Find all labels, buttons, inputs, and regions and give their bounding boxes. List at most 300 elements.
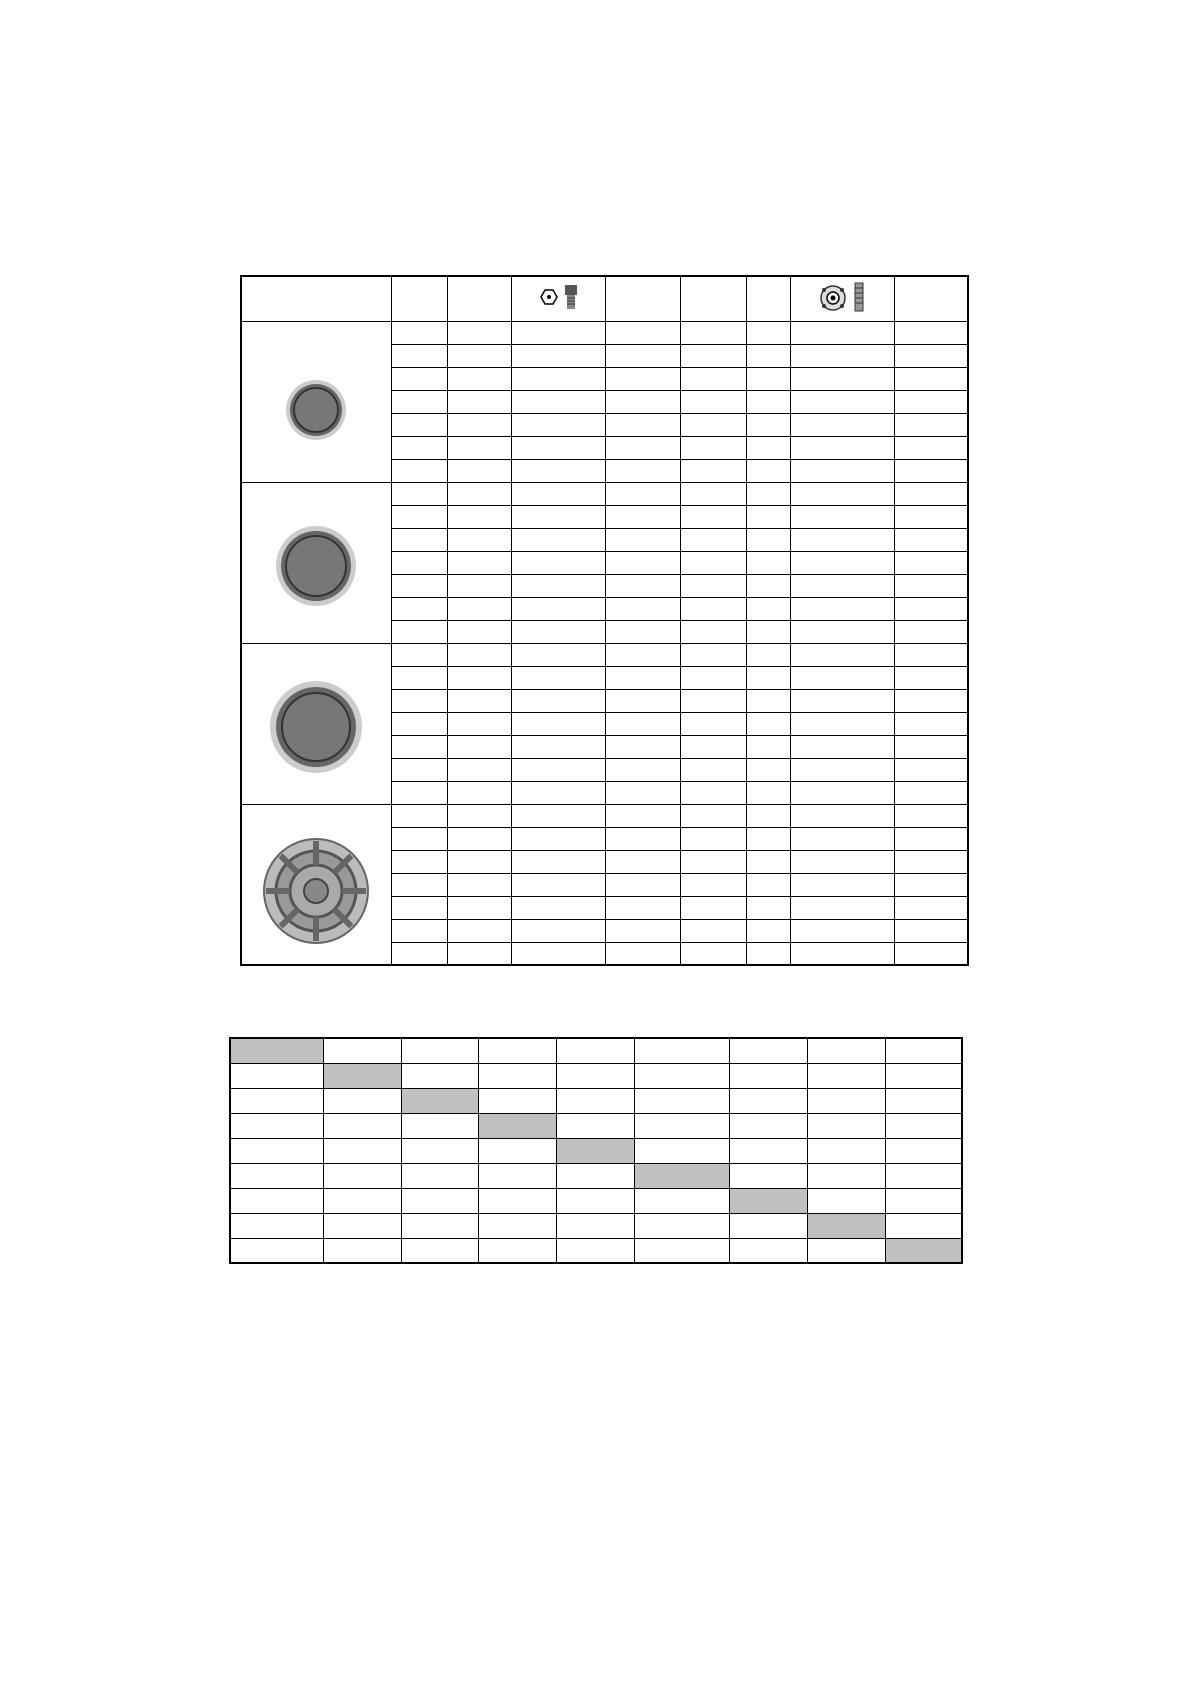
table-cell [323, 1113, 401, 1138]
table-cell [447, 896, 511, 919]
large-burner-image [246, 647, 386, 797]
table-cell [746, 666, 790, 689]
table-cell [680, 482, 746, 505]
table-row [230, 1088, 962, 1113]
table-cell [746, 344, 790, 367]
table-cell [230, 1138, 323, 1163]
table-cell [729, 1088, 807, 1113]
table-cell [790, 321, 894, 344]
table-cell [447, 712, 511, 735]
table-cell [680, 735, 746, 758]
table-cell [894, 919, 968, 942]
table-cell [478, 1113, 556, 1138]
table-cell [894, 735, 968, 758]
table-cell [746, 896, 790, 919]
table-cell [230, 1188, 323, 1213]
table-cell [885, 1113, 962, 1138]
table-cell [391, 505, 447, 528]
table-cell [894, 413, 968, 436]
table-cell [605, 873, 680, 896]
table-cell [680, 919, 746, 942]
table-cell [885, 1088, 962, 1113]
table-row [230, 1138, 962, 1163]
bypass-screw-icon [815, 280, 869, 314]
table-cell [447, 597, 511, 620]
table-cell [230, 1213, 323, 1238]
table-cell [807, 1213, 885, 1238]
table-cell [230, 1038, 323, 1063]
table-cell [447, 942, 511, 965]
table-cell [790, 758, 894, 781]
table-cell [746, 689, 790, 712]
table-cell [790, 413, 894, 436]
table-cell [894, 689, 968, 712]
table-cell [391, 666, 447, 689]
table-cell [634, 1088, 729, 1113]
table-row [230, 1063, 962, 1088]
table-cell [790, 597, 894, 620]
table-cell [401, 1088, 478, 1113]
header-col-6 [680, 276, 746, 321]
table-cell [605, 643, 680, 666]
table-cell [680, 436, 746, 459]
table-cell [391, 551, 447, 574]
table-cell [447, 505, 511, 528]
table-cell [605, 367, 680, 390]
table-cell [605, 919, 680, 942]
table-cell [478, 1038, 556, 1063]
table-cell [391, 436, 447, 459]
table-cell [511, 942, 605, 965]
table-cell [680, 620, 746, 643]
table-cell [511, 666, 605, 689]
table-cell [556, 1238, 634, 1263]
table-cell [391, 850, 447, 873]
small-burner-image [246, 325, 386, 475]
table-cell [790, 367, 894, 390]
table-cell [447, 689, 511, 712]
table-cell [511, 896, 605, 919]
table-cell [323, 1213, 401, 1238]
table-cell [605, 528, 680, 551]
table-cell [401, 1138, 478, 1163]
table-cell [790, 942, 894, 965]
header-col-7 [746, 276, 790, 321]
table-cell [746, 367, 790, 390]
table-cell [511, 620, 605, 643]
table-cell [680, 689, 746, 712]
table-cell [680, 804, 746, 827]
table-cell [511, 390, 605, 413]
table-cell [634, 1188, 729, 1213]
table-cell [680, 528, 746, 551]
table-cell [885, 1163, 962, 1188]
table-cell [746, 804, 790, 827]
table-cell [894, 367, 968, 390]
table-cell [391, 597, 447, 620]
header-col-9 [894, 276, 968, 321]
table-row [230, 1188, 962, 1213]
table-cell [729, 1163, 807, 1188]
table-cell [894, 597, 968, 620]
table-cell [556, 1163, 634, 1188]
wok-burner-image [246, 808, 386, 958]
table-cell [511, 689, 605, 712]
table-cell [790, 482, 894, 505]
table-cell [605, 689, 680, 712]
table-cell [746, 551, 790, 574]
table-cell [885, 1038, 962, 1063]
table-cell [511, 643, 605, 666]
table-cell [605, 597, 680, 620]
table-row [241, 482, 968, 505]
table-cell [511, 413, 605, 436]
table-cell [790, 551, 894, 574]
table-cell [790, 505, 894, 528]
header-col-5 [605, 276, 680, 321]
table-cell [556, 1063, 634, 1088]
table-cell [391, 735, 447, 758]
table-cell [605, 942, 680, 965]
table-cell [447, 666, 511, 689]
table-cell [447, 367, 511, 390]
table-cell [790, 804, 894, 827]
table-cell [323, 1188, 401, 1213]
table-cell [605, 459, 680, 482]
table-cell [790, 735, 894, 758]
table-cell [634, 1163, 729, 1188]
table-cell [447, 735, 511, 758]
table-cell [511, 735, 605, 758]
table-cell [447, 413, 511, 436]
table-cell [680, 551, 746, 574]
table-cell [391, 528, 447, 551]
table-cell [746, 919, 790, 942]
table-cell [746, 482, 790, 505]
table-cell [511, 804, 605, 827]
table-cell [391, 344, 447, 367]
table-cell [511, 781, 605, 804]
table-cell [680, 850, 746, 873]
table-cell [746, 643, 790, 666]
table-cell [556, 1213, 634, 1238]
table-cell [447, 827, 511, 850]
table-cell [729, 1038, 807, 1063]
table-cell [790, 459, 894, 482]
table-cell [746, 712, 790, 735]
table-cell [605, 344, 680, 367]
table-cell [634, 1238, 729, 1263]
table-cell [447, 919, 511, 942]
table-cell [391, 459, 447, 482]
table-cell [511, 712, 605, 735]
table-cell [605, 321, 680, 344]
table-cell [401, 1038, 478, 1063]
table-cell [680, 827, 746, 850]
table-cell [391, 390, 447, 413]
table-cell [511, 459, 605, 482]
table-cell [894, 459, 968, 482]
table-cell [447, 528, 511, 551]
table-cell [746, 459, 790, 482]
table-cell [478, 1088, 556, 1113]
table-cell [885, 1238, 962, 1263]
table-row [241, 321, 968, 344]
table-cell [323, 1238, 401, 1263]
table-cell [605, 482, 680, 505]
table-cell [894, 528, 968, 551]
wok-burner-cell [241, 804, 391, 965]
table-cell [746, 850, 790, 873]
table-cell [885, 1138, 962, 1163]
table-cell [790, 436, 894, 459]
table-cell [680, 367, 746, 390]
table-cell [790, 873, 894, 896]
table-cell [894, 574, 968, 597]
table-cell [323, 1038, 401, 1063]
table-cell [885, 1213, 962, 1238]
table-cell [680, 505, 746, 528]
header-injector [511, 276, 605, 321]
header-bypass [790, 276, 894, 321]
table-cell [894, 666, 968, 689]
table-cell [447, 781, 511, 804]
table-cell [323, 1163, 401, 1188]
table-cell [680, 896, 746, 919]
table-cell [894, 505, 968, 528]
table-cell [634, 1113, 729, 1138]
table-cell [478, 1238, 556, 1263]
table-cell [680, 413, 746, 436]
table-cell [447, 436, 511, 459]
table-cell [680, 597, 746, 620]
table-cell [634, 1213, 729, 1238]
table-cell [807, 1138, 885, 1163]
table-cell [478, 1213, 556, 1238]
table-cell [680, 459, 746, 482]
table-cell [807, 1038, 885, 1063]
table-cell [790, 528, 894, 551]
table-cell [511, 321, 605, 344]
table-cell [746, 620, 790, 643]
table-cell [447, 482, 511, 505]
table-cell [478, 1138, 556, 1163]
table-cell [894, 896, 968, 919]
table-cell [605, 758, 680, 781]
table-cell [885, 1063, 962, 1088]
table-cell [511, 574, 605, 597]
table-cell [230, 1088, 323, 1113]
table-cell [790, 850, 894, 873]
large-burner-cell [241, 643, 391, 804]
table-row [230, 1238, 962, 1263]
table-cell [634, 1138, 729, 1163]
table-cell [680, 666, 746, 689]
table-cell [894, 850, 968, 873]
table-cell [729, 1238, 807, 1263]
table-cell [807, 1238, 885, 1263]
table-cell [729, 1063, 807, 1088]
table-cell [894, 436, 968, 459]
table-cell [790, 620, 894, 643]
table-cell [680, 781, 746, 804]
table-cell [605, 574, 680, 597]
table-cell [478, 1163, 556, 1188]
table-cell [746, 390, 790, 413]
table-cell [807, 1088, 885, 1113]
table-cell [680, 321, 746, 344]
table-cell [511, 850, 605, 873]
table-cell [391, 689, 447, 712]
table-row [241, 643, 968, 666]
table-cell [323, 1138, 401, 1163]
table-cell [894, 781, 968, 804]
table-cell [894, 758, 968, 781]
table-cell [605, 551, 680, 574]
table-cell [605, 850, 680, 873]
table-cell [511, 367, 605, 390]
table-cell [511, 344, 605, 367]
table-cell [391, 620, 447, 643]
table-cell [746, 781, 790, 804]
burner-table-body [241, 321, 968, 965]
table-cell [605, 804, 680, 827]
table-cell [511, 873, 605, 896]
table-cell [556, 1038, 634, 1063]
table-cell [807, 1063, 885, 1088]
table-cell [391, 804, 447, 827]
table-cell [447, 643, 511, 666]
table-cell [556, 1088, 634, 1113]
table-cell [790, 643, 894, 666]
table-cell [680, 574, 746, 597]
table-cell [885, 1188, 962, 1213]
table-cell [556, 1188, 634, 1213]
table-cell [447, 850, 511, 873]
table-cell [729, 1188, 807, 1213]
table-cell [807, 1188, 885, 1213]
table-cell [894, 712, 968, 735]
table-cell [746, 942, 790, 965]
table-cell [746, 436, 790, 459]
table-cell [447, 459, 511, 482]
table-cell [391, 781, 447, 804]
table-cell [401, 1063, 478, 1088]
table-cell [605, 390, 680, 413]
table-cell [790, 919, 894, 942]
table-cell [605, 505, 680, 528]
table-cell [746, 413, 790, 436]
table-row [241, 804, 968, 827]
table-cell [790, 390, 894, 413]
burner-data-table [240, 275, 969, 966]
table-cell [605, 735, 680, 758]
table-cell [894, 643, 968, 666]
table-cell [556, 1113, 634, 1138]
table-cell [746, 873, 790, 896]
table-cell [807, 1113, 885, 1138]
table-cell [746, 574, 790, 597]
table-cell [447, 758, 511, 781]
table-cell [511, 505, 605, 528]
table-cell [790, 712, 894, 735]
table-cell [391, 712, 447, 735]
table-cell [746, 735, 790, 758]
table-cell [511, 827, 605, 850]
table-cell [447, 620, 511, 643]
table-row [230, 1113, 962, 1138]
table-cell [556, 1138, 634, 1163]
conversion-table-body [230, 1038, 962, 1263]
table-cell [447, 551, 511, 574]
table-cell [323, 1088, 401, 1113]
table-row [230, 1038, 962, 1063]
table-cell [790, 666, 894, 689]
table-cell [680, 942, 746, 965]
table-cell [894, 873, 968, 896]
table-cell [230, 1163, 323, 1188]
table-cell [729, 1138, 807, 1163]
table-cell [511, 528, 605, 551]
table-cell [680, 344, 746, 367]
table-cell [746, 827, 790, 850]
table-cell [401, 1238, 478, 1263]
table-cell [746, 758, 790, 781]
table-cell [391, 413, 447, 436]
table-row [230, 1213, 962, 1238]
table-cell [790, 781, 894, 804]
table-cell [894, 390, 968, 413]
table-cell [894, 620, 968, 643]
medium-burner-cell [241, 482, 391, 643]
table-cell [894, 804, 968, 827]
table-cell [894, 827, 968, 850]
table-cell [605, 827, 680, 850]
table-cell [391, 574, 447, 597]
gas-conversion-table [229, 1037, 963, 1264]
table-cell [680, 873, 746, 896]
table-cell [894, 551, 968, 574]
table-cell [680, 643, 746, 666]
table-cell [634, 1063, 729, 1088]
medium-burner-image [246, 486, 386, 636]
table-cell [391, 321, 447, 344]
table-cell [391, 643, 447, 666]
table-cell [401, 1188, 478, 1213]
table-cell [511, 919, 605, 942]
table-cell [729, 1113, 807, 1138]
hex-nut-injector-icon [535, 282, 581, 312]
table-cell [401, 1163, 478, 1188]
table-cell [230, 1238, 323, 1263]
table-cell [401, 1113, 478, 1138]
table-cell [790, 574, 894, 597]
table-cell [605, 666, 680, 689]
table-cell [447, 804, 511, 827]
table-cell [790, 344, 894, 367]
table-cell [447, 574, 511, 597]
table-cell [605, 781, 680, 804]
header-col-3 [447, 276, 511, 321]
table-cell [391, 367, 447, 390]
table-cell [401, 1213, 478, 1238]
table-cell [746, 597, 790, 620]
table-cell [511, 551, 605, 574]
table-cell [605, 712, 680, 735]
table-cell [605, 436, 680, 459]
table-row [230, 1163, 962, 1188]
table-cell [511, 597, 605, 620]
